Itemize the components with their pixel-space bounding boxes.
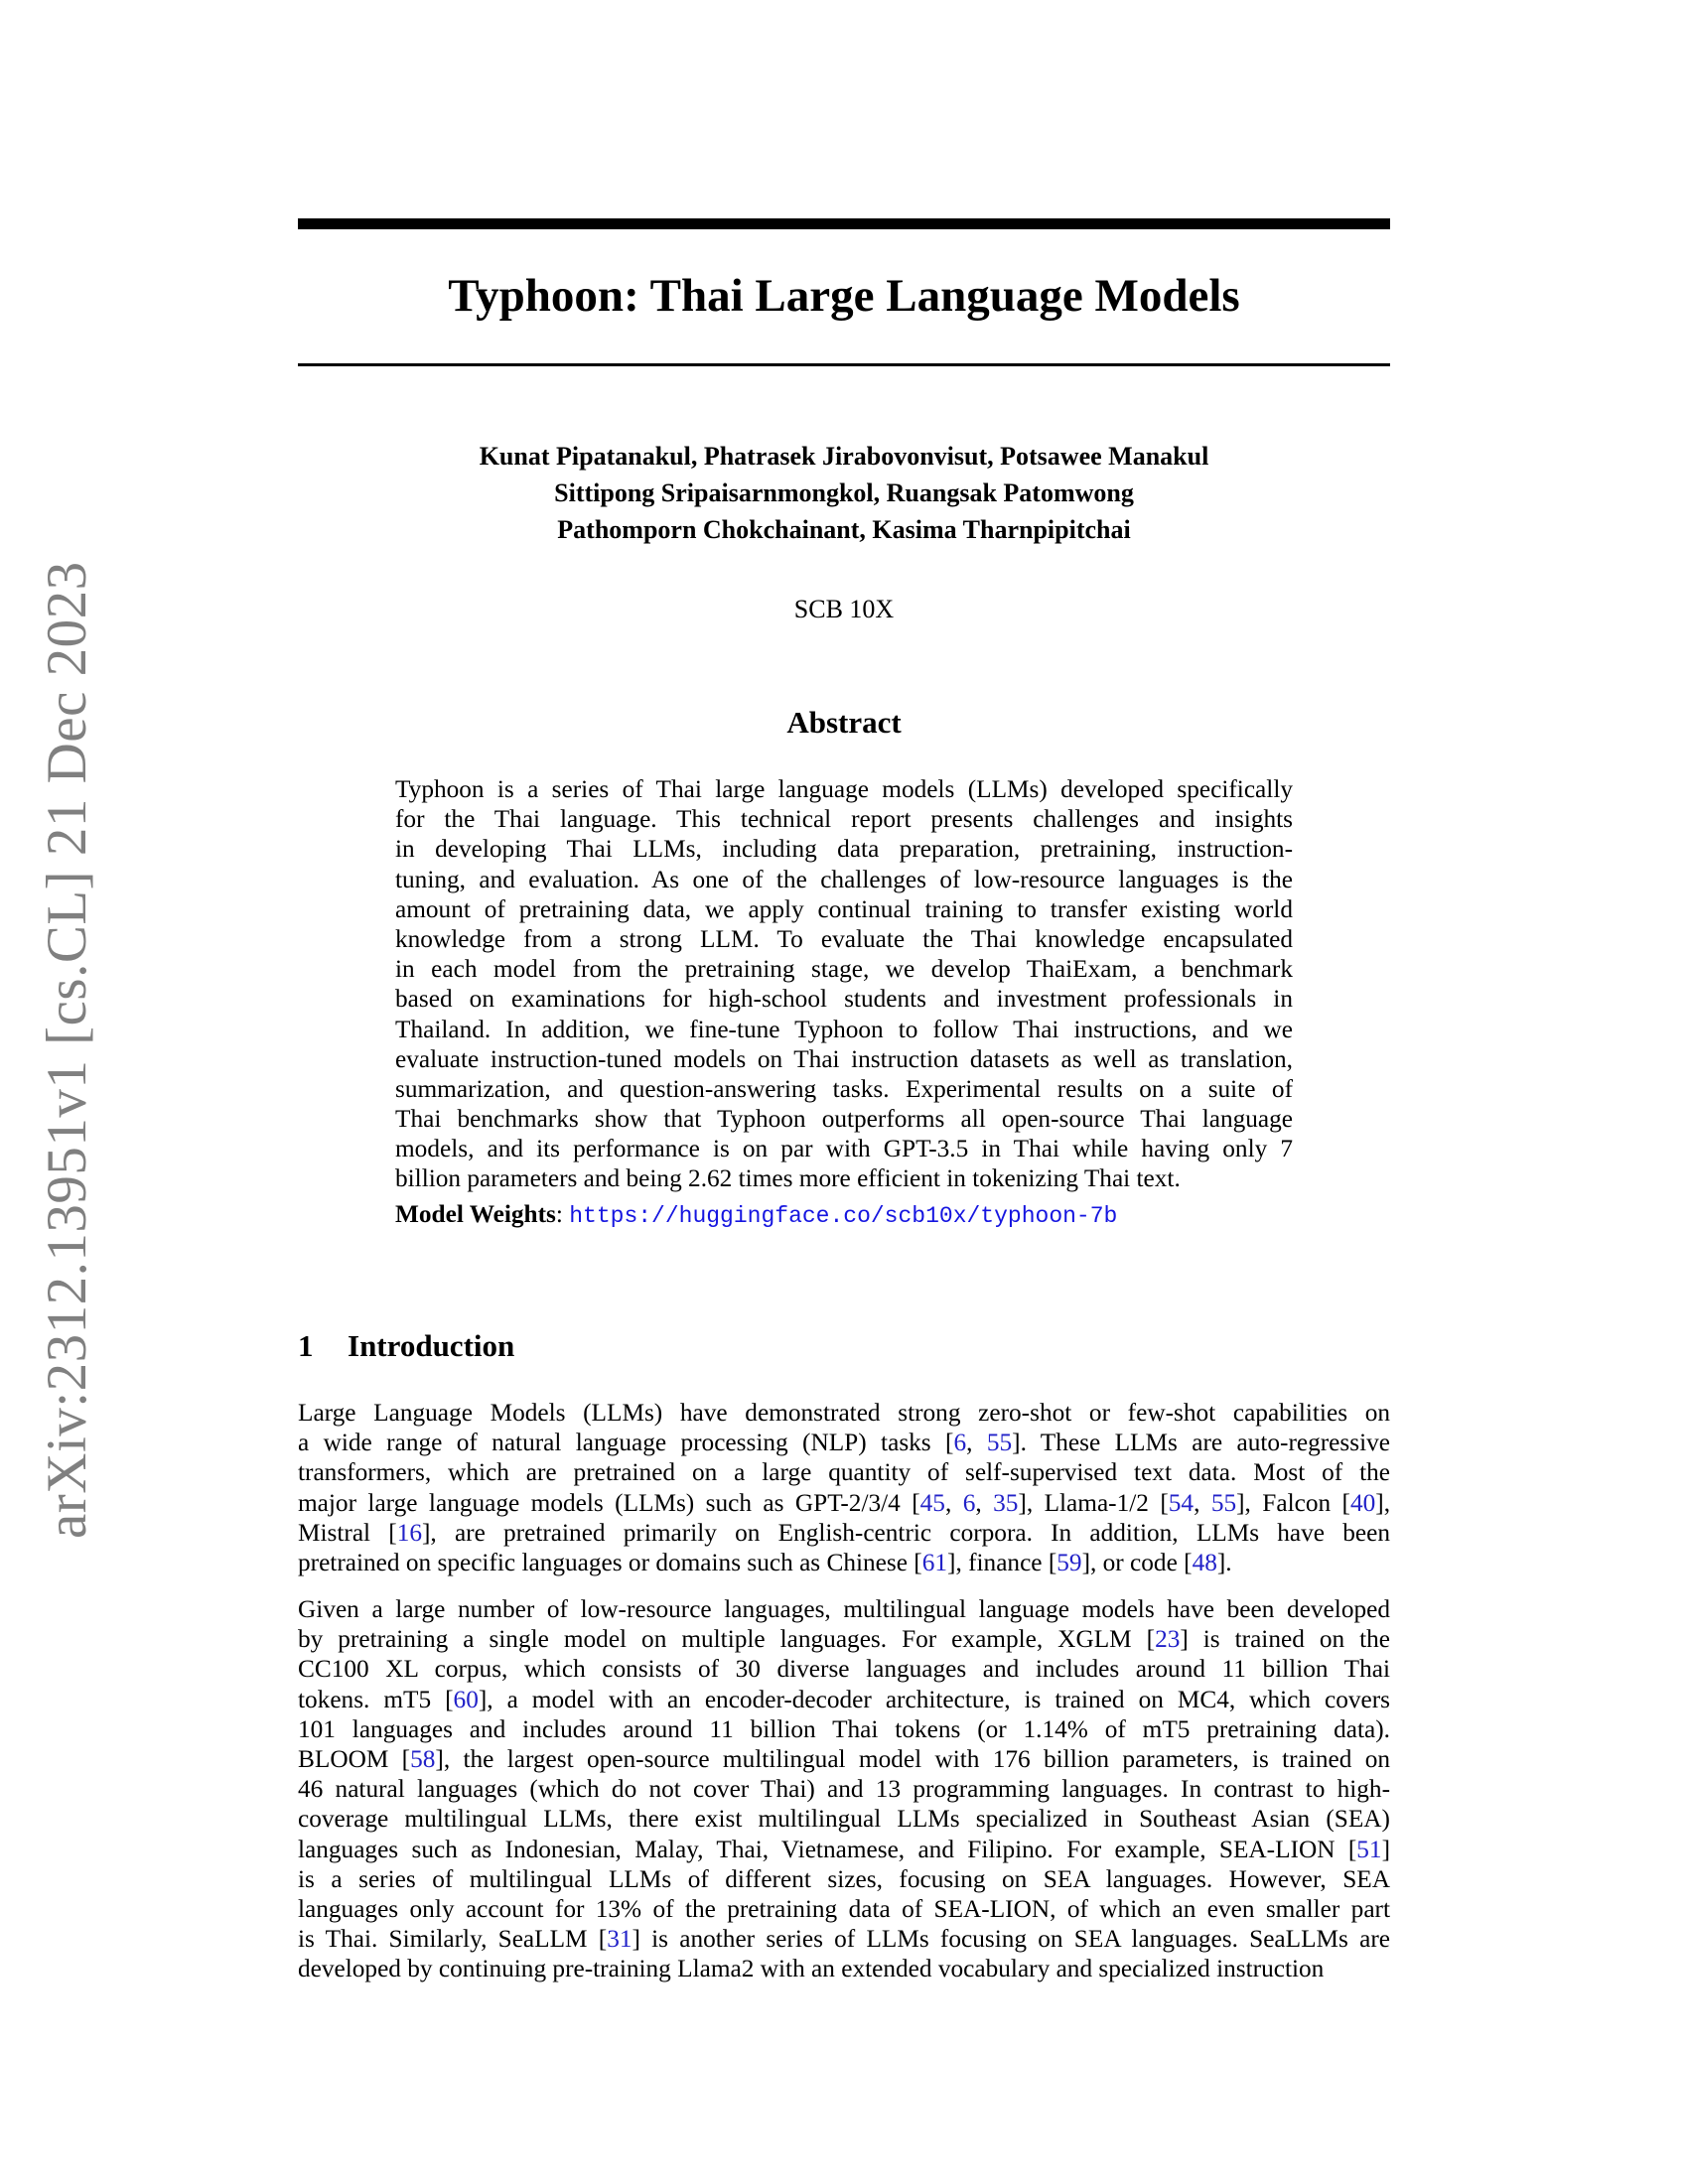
citation-link[interactable]: 58 [410,1744,436,1773]
abstract-line: amount of pretraining data, we apply continual training to transfer existing world [395,894,1293,923]
paragraph-line [298,1835,1390,1864]
paragraph-line [298,1548,1390,1577]
paragraph-line [298,1685,1390,1714]
paragraph-line [298,1654,1390,1684]
abstract-line: Thai benchmarks show that Typhoon outperforms all open-source Thai language [395,1105,1293,1134]
citation-link[interactable]: 23 [1155,1625,1181,1654]
paragraph-line [298,1864,1390,1894]
text-run: developed by continuing pre-training Llama2 with an extended vocabulary and specialized instruction [298,1955,1325,1983]
text-run: ] is trained on the [1180,1625,1391,1654]
affiliation: SCB 10X [793,595,895,623]
abstract-line: for the Thai language. This technical report presents challenges and insights [395,805,1293,834]
text-run: languages only account for 13% of the pretraining data of SEA-LION, of which an even smaller part [298,1894,1390,1923]
abstract-line: in each model from the pretraining stage, we develop ThaiExam, a benchmark [395,955,1293,984]
text-run: Large Language Models (LLMs) have demonstrated strong zero-shot or few-shot capabilities on [298,1399,1390,1427]
intro-paragraph-2 [298,1594,1390,1983]
citation-link[interactable]: 48 [1192,1548,1217,1576]
citation-link[interactable]: 55 [986,1429,1013,1457]
citation-link[interactable]: 59 [1056,1548,1082,1576]
text-run: ], Falcon [ [1236,1488,1350,1517]
citation-link[interactable]: 16 [396,1518,422,1547]
model-weights-separator: : [555,1200,570,1228]
section-number: 1 [298,1328,314,1363]
text-run: ], or code [ [1081,1548,1193,1576]
title-top-rule [298,218,1390,229]
citation-link[interactable]: 55 [1210,1488,1237,1517]
model-weights-label: Model Weights [395,1200,556,1228]
text-run: ], [1375,1488,1391,1517]
citation-link[interactable]: 51 [1356,1835,1382,1863]
abstract-line: based on examinations for high-school students and investment professionals in [395,985,1293,1014]
text-run: Mistral [ [298,1518,397,1547]
text-run: CC100 XL corpus, which consists of 30 diverse languages and includes around 11 billion Thai [298,1655,1390,1684]
section-title: Introduction [348,1328,515,1363]
citation-link[interactable]: 40 [1349,1488,1376,1517]
text-run: 101 languages and includes around 11 billion Thai tokens (or 1.14% of mT5 pretraining data). [298,1714,1390,1743]
author-line-2: Sittipong Sripaisarnmongkol, Ruangsak Patomwong [554,478,1134,507]
paragraph-line [298,1624,1390,1654]
text-run: ], Llama-1/2 [ [1018,1488,1169,1517]
text-run: , [1194,1488,1211,1517]
text-run: BLOOM [ [298,1744,411,1773]
citation-link[interactable]: 54 [1168,1488,1195,1517]
citation-link[interactable]: 61 [921,1548,948,1576]
abstract-line: knowledge from a strong LLM. To evaluate the Thai knowledge encapsulated [395,924,1293,953]
citation-link[interactable]: 6 [953,1429,967,1457]
author-list [298,438,1390,548]
text-run: ]. [1216,1548,1232,1576]
abstract-line: Typhoon is a series of Thai large language models (LLMs) developed specifically [395,775,1293,803]
arxiv-identifier-stamp [36,561,98,1539]
text-run: a wide range of natural language processing (NLP) tasks [ [298,1429,954,1457]
text-run: 46 natural languages (which do not cover Thai) and 13 programming languages. In contrast to high- [298,1775,1390,1804]
text-run: ], a model with an encoder-decoder architecture, is trained on MC4, which covers [478,1685,1390,1713]
paragraph-line [298,1954,1390,1983]
text-run: major large language models (LLMs) such as GPT-2/3/4 [ [298,1488,920,1517]
paragraph-line [298,1894,1390,1924]
arxiv-stamp-text: arXiv:2312.13951v1 [cs.CL] 21 Dec 2023 [36,561,98,1539]
author-line-3: Pathomporn Chokchainant, Kasima Tharnpipitchai [557,515,1131,544]
abstract-line: summarization, and question-answering tasks. Experimental results on a suite of [395,1074,1293,1103]
paragraph-line [298,1714,1390,1744]
text-run: ], finance [ [947,1548,1057,1576]
text-run: ], the largest open-source multilingual model with 176 billion parameters, is trained on [435,1744,1391,1773]
text-run: by pretraining a single model on multiple languages. For example, XGLM [ [298,1625,1156,1654]
paragraph-line [298,1488,1390,1518]
citation-link[interactable]: 60 [453,1685,479,1713]
section-heading-introduction [298,1326,514,1366]
abstract-heading: Abstract [786,705,902,740]
abstract-body [395,774,1293,1194]
abstract-line: billion parameters and being 2.62 times more efficient in tokenizing Thai text. [395,1164,1181,1193]
model-weights-link[interactable]: https://huggingface.co/scb10x/typhoon-7b [569,1203,1118,1229]
text-run: ] [1381,1835,1390,1863]
author-line-1: Kunat Pipatanakul, Phatrasek Jirabovonvisut, Potsawee Manakul [479,442,1209,471]
abstract-line: evaluate instruction-tuned models on Thai instruction datasets as well as translation, [395,1044,1293,1073]
model-weights [395,1199,1117,1231]
citation-link[interactable]: 6 [962,1488,976,1517]
text-run: ]. These LLMs are auto-regressive [1012,1429,1390,1457]
paragraph-line [298,1774,1390,1804]
abstract-line: tuning, and evaluation. As one of the challenges of low-resource languages is the [395,865,1293,893]
text-run: , [966,1429,987,1457]
citation-link[interactable]: 35 [993,1488,1019,1517]
text-run: ], are pretrained primarily on English-centric corpora. In addition, LLMs have been [422,1518,1390,1547]
citation-link[interactable]: 31 [607,1925,633,1954]
intro-paragraph-1 [298,1398,1390,1577]
paragraph-line [298,1924,1390,1954]
text-run: transformers, which are pretrained on a large quantity of self-supervised text data. Most of the [298,1458,1390,1487]
abstract-line: Thailand. In addition, we fine-tune Typhoon to follow Thai instructions, and we [395,1015,1293,1043]
citation-link[interactable]: 45 [919,1488,945,1517]
text-run: languages such as Indonesian, Malay, Thai, Vietnamese, and Filipino. For example, SEA-LION [ [298,1835,1357,1863]
text-run: is a series of multilingual LLMs of different sizes, focusing on SEA languages. However, SEA [298,1864,1390,1893]
paragraph-line [298,1457,1390,1487]
text-run: tokens. mT5 [ [298,1685,454,1713]
abstract-line: models, and its performance is on par with GPT-3.5 in Thai while having only 7 [395,1135,1293,1163]
paper-title: Typhoon: Thai Large Language Models [448,270,1240,322]
text-run: is Thai. Similarly, SeaLLM [ [298,1925,608,1954]
text-run: , [944,1488,963,1517]
text-run: Given a large number of low-resource languages, multilingual language models have been developed [298,1595,1390,1623]
abstract-line: in developing Thai LLMs, including data preparation, pretraining, instruction- [395,835,1293,864]
paragraph-line [298,1594,1390,1624]
paragraph-line [298,1804,1390,1834]
text-run: coverage multilingual LLMs, there exist multilingual LLMs specialized in Southeast Asian (SEA) [298,1805,1390,1834]
paragraph-line [298,1744,1390,1774]
paragraph-line [298,1398,1390,1428]
title-bottom-rule [298,363,1390,366]
text-run: ] is another series of LLMs focusing on SEA languages. SeaLLMs are [632,1925,1390,1954]
paragraph-line [298,1518,1390,1548]
text-run: pretrained on specific languages or domains such as Chinese [ [298,1548,922,1576]
paragraph-line [298,1428,1390,1457]
text-run: , [975,1488,994,1517]
